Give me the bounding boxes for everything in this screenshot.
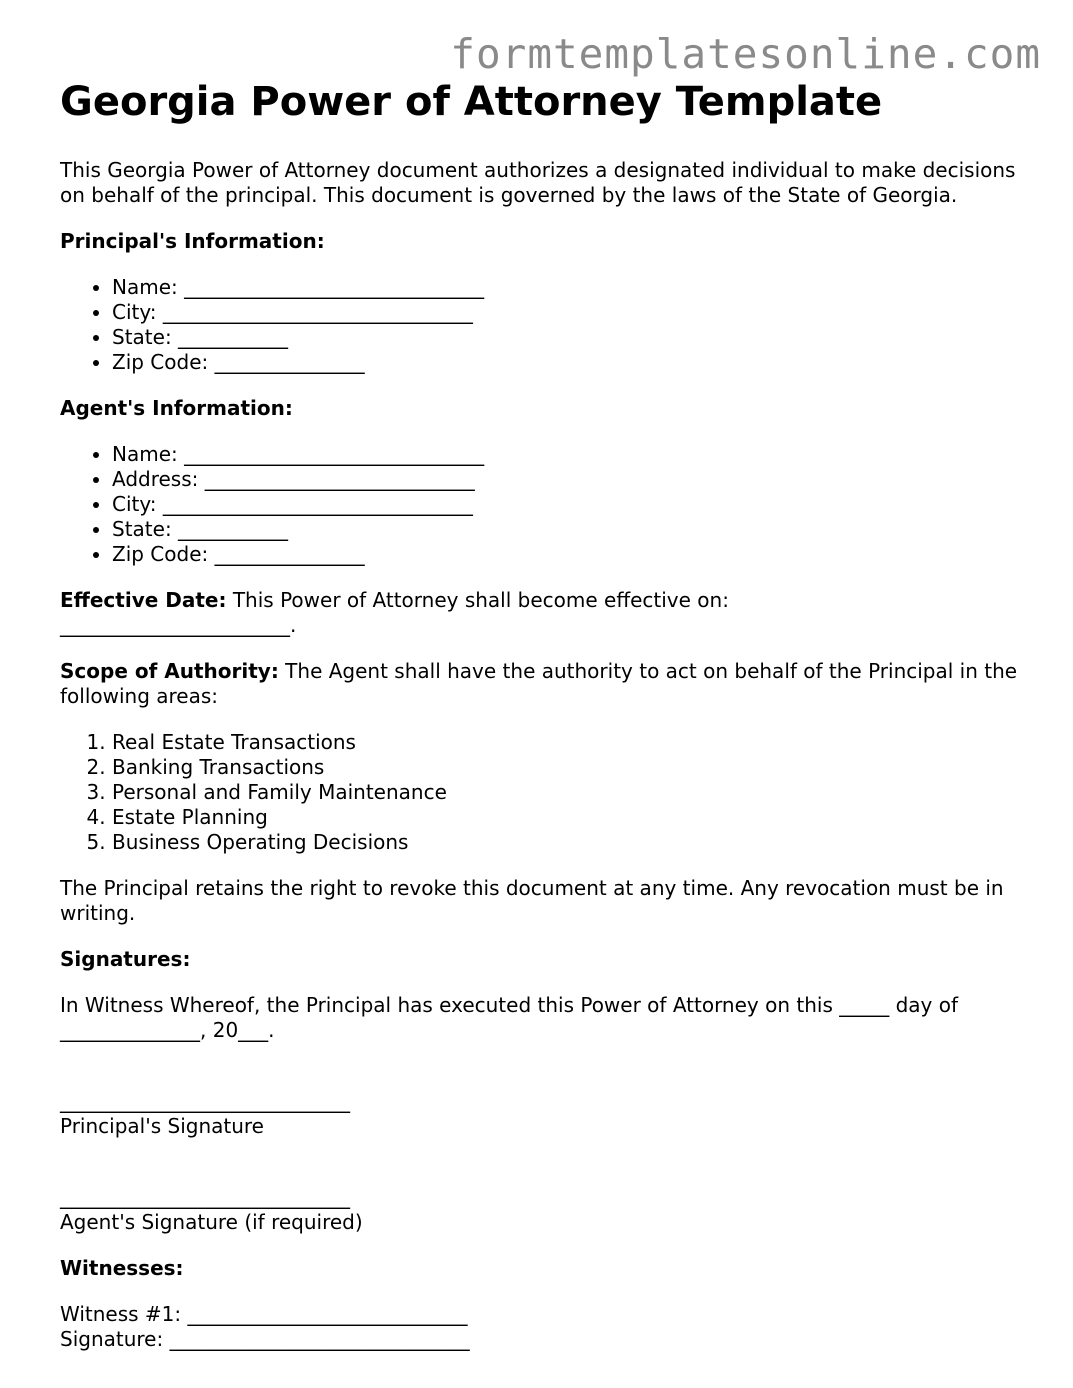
agent-zip-field: • Zip Code: _______________ [112, 542, 1020, 567]
scope-label: Scope of Authority: [60, 659, 279, 683]
witness1-field: Witness #1: ____________________________ [60, 1302, 468, 1326]
principal-signature-label: Principal's Signature [60, 1114, 264, 1138]
signatures-heading: Signatures: [60, 947, 191, 971]
effective-date-text: This Power of Attorney shall become effective on: [226, 588, 729, 612]
agent-state-field: • State: ___________ [112, 517, 1020, 542]
intro-paragraph: This Georgia Power of Attorney document authorizes a designated individual to make decisions on behalf of the principal. This document is governed by the laws of the State of Georgia. [60, 158, 1016, 207]
principal-zip-field: • Zip Code: _______________ [112, 350, 1020, 375]
effective-date-blank: _______________________. [60, 613, 297, 637]
principal-fields-list [60, 275, 1020, 375]
effective-date-label: Effective Date: [60, 588, 227, 612]
witnesses-heading: Witnesses: [60, 1256, 184, 1280]
agent-heading: Agent's Information: [60, 396, 293, 420]
agent-signature-block [60, 1185, 1020, 1235]
watermark-text: formtemplatesonline.com [450, 30, 1041, 78]
agent-fields-list [60, 442, 1020, 567]
document-title: Georgia Power of Attorney Template [60, 79, 883, 125]
principal-state-field: • State: ___________ [112, 325, 1020, 350]
witness1-signature-field: Signature: ______________________________ [60, 1327, 470, 1351]
principal-heading: Principal's Information: [60, 229, 325, 253]
agent-signature-label: Agent's Signature (if required) [60, 1210, 363, 1234]
scope-item: 1. Real Estate Transactions [112, 730, 1020, 755]
scope-paragraph [60, 659, 1020, 709]
agent-city-field: • City: _______________________________ [112, 492, 1020, 517]
witness-block [60, 1302, 1020, 1352]
scope-item: 2. Banking Transactions [112, 755, 1020, 780]
scope-item: 4. Estate Planning [112, 805, 1020, 830]
scope-list [60, 730, 1020, 855]
principal-signature-line: _____________________________ [60, 1089, 350, 1113]
document-page [60, 78, 1020, 1373]
effective-date-paragraph [60, 588, 1020, 638]
agent-signature-line: _____________________________ [60, 1185, 350, 1209]
principal-name-field: • Name: ______________________________ [112, 275, 1020, 300]
scope-item: 5. Business Operating Decisions [112, 830, 1020, 855]
witness-whereof-paragraph: In Witness Whereof, the Principal has executed this Power of Attorney on this _____ day of ______________, 20___. [60, 993, 959, 1042]
agent-name-field: • Name: ______________________________ [112, 442, 1020, 467]
scope-item: 3. Personal and Family Maintenance [112, 780, 1020, 805]
agent-address-field: • Address: ___________________________ [112, 467, 1020, 492]
principal-signature-block [60, 1089, 1020, 1139]
principal-city-field: • City: _______________________________ [112, 300, 1020, 325]
scope-text: The Agent shall have the authority to act on behalf of the Principal in the following areas: [60, 659, 1018, 708]
revocation-paragraph: The Principal retains the right to revoke this document at any time. Any revocation must be in writing. [60, 876, 1004, 925]
